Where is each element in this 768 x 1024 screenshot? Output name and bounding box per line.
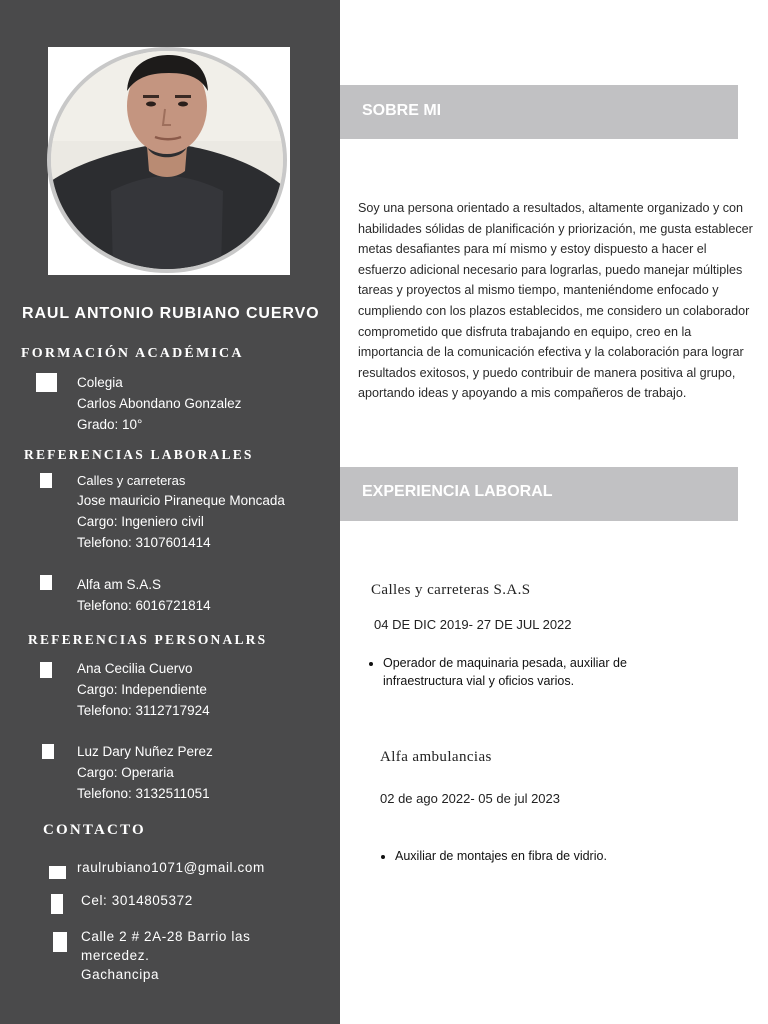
education-school-name: Carlos Abondano Gonzalez xyxy=(77,396,242,411)
job-1-dates: 04 DE DIC 2019- 27 DE JUL 2022 xyxy=(374,617,572,632)
experience-header-bar xyxy=(340,467,738,521)
personal-refs-title: REFERENCIAS PERSONALRS xyxy=(28,632,268,647)
email-icon xyxy=(49,866,66,879)
work-ref-1-role: Cargo: Ingeniero civil xyxy=(77,514,204,529)
experience-title: EXPERIENCIA LABORAL xyxy=(362,483,553,500)
personal-ref-1-role: Cargo: Independiente xyxy=(77,682,207,697)
work-ref-2-icon xyxy=(40,575,52,590)
personal-ref-1-icon xyxy=(40,662,52,678)
contact-address-line2: mercedez. xyxy=(81,948,150,963)
work-ref-2-company: Alfa am S.A.S xyxy=(77,577,162,592)
contact-address-line1: Calle 2 # 2A-28 Barrio las xyxy=(81,929,251,944)
personal-ref-2-icon xyxy=(42,744,54,759)
about-title: SOBRE MI xyxy=(362,102,442,119)
about-header-bar xyxy=(340,85,738,139)
work-ref-1-person: Jose mauricio Piraneque Moncada xyxy=(77,493,285,508)
education-grade: Grado: 10° xyxy=(77,417,143,432)
work-ref-2-phone: Telefono: 6016721814 xyxy=(77,598,211,613)
personal-ref-1-phone: Telefono: 3112717924 xyxy=(77,703,210,718)
contact-email[interactable]: raulrubiano1071@gmail.com xyxy=(77,860,265,875)
contact-title: CONTACTO xyxy=(43,822,146,838)
personal-ref-2-name: Luz Dary Nuñez Perez xyxy=(77,744,213,759)
person-photo-icon xyxy=(51,51,283,269)
contact-phone[interactable]: Cel: 3014805372 xyxy=(81,893,193,908)
job-2-dates: 02 de ago 2022- 05 de jul 2023 xyxy=(380,791,560,806)
location-icon xyxy=(53,932,67,952)
job-2-company: Alfa ambulancias xyxy=(380,749,492,765)
full-name: RAUL ANTONIO RUBIANO CUERVO xyxy=(22,305,320,322)
personal-ref-2-phone: Telefono: 3132511051 xyxy=(77,786,210,801)
school-icon xyxy=(36,373,57,392)
education-school: Colegia xyxy=(77,375,123,390)
work-ref-1-company: Calles y carreteras xyxy=(77,473,186,488)
job-1-company: Calles y carreteras S.A.S xyxy=(371,582,531,598)
personal-ref-1-name: Ana Cecilia Cuervo xyxy=(77,661,193,676)
education-title: FORMACIÓN ACADÉMICA xyxy=(21,346,244,361)
work-ref-1-icon xyxy=(40,473,52,488)
work-refs-title: REFERENCIAS LABORALES xyxy=(24,447,254,462)
about-text: Soy una persona orientado a resultados, altamente organizado y con habilidades sólidas de planificación y priorización, me gusta establecer metas desafiantes para mí mismo y estoy dispuesto a hacer el esfuerzo adicional necesario para lograrlas, puedo manejar múltiples tareas y proyectos al mismo tiempo, manteniéndome enfocado y cumpliendo con los plazos establecidos, me considero un colaborador comprometido que disfruta trabajando en equipo, creo en la importancia de la comunicación efectiva y la colaboración para lograr resultados exitosos, y puedo contribuir de manera positiva al grupo, aportando ideas y apoyando a mis compañeros de trabajo. xyxy=(358,201,753,401)
job-2-duty: • Auxiliar de montajes en fibra de vidrio. xyxy=(395,847,695,865)
work-ref-1-phone: Telefono: 3107601414 xyxy=(77,535,211,550)
sidebar xyxy=(0,0,340,1024)
personal-ref-2-role: Cargo: Operaria xyxy=(77,765,174,780)
profile-photo xyxy=(47,47,287,273)
job-2-duties xyxy=(381,847,695,865)
job-1-duty: • Operador de maquinaria pesada, auxiliar de infraestructura vial y oficios varios. xyxy=(383,654,673,690)
contact-address-line3: Gachancipa xyxy=(81,967,160,982)
job-1-duties xyxy=(369,654,673,690)
phone-icon xyxy=(51,894,63,914)
